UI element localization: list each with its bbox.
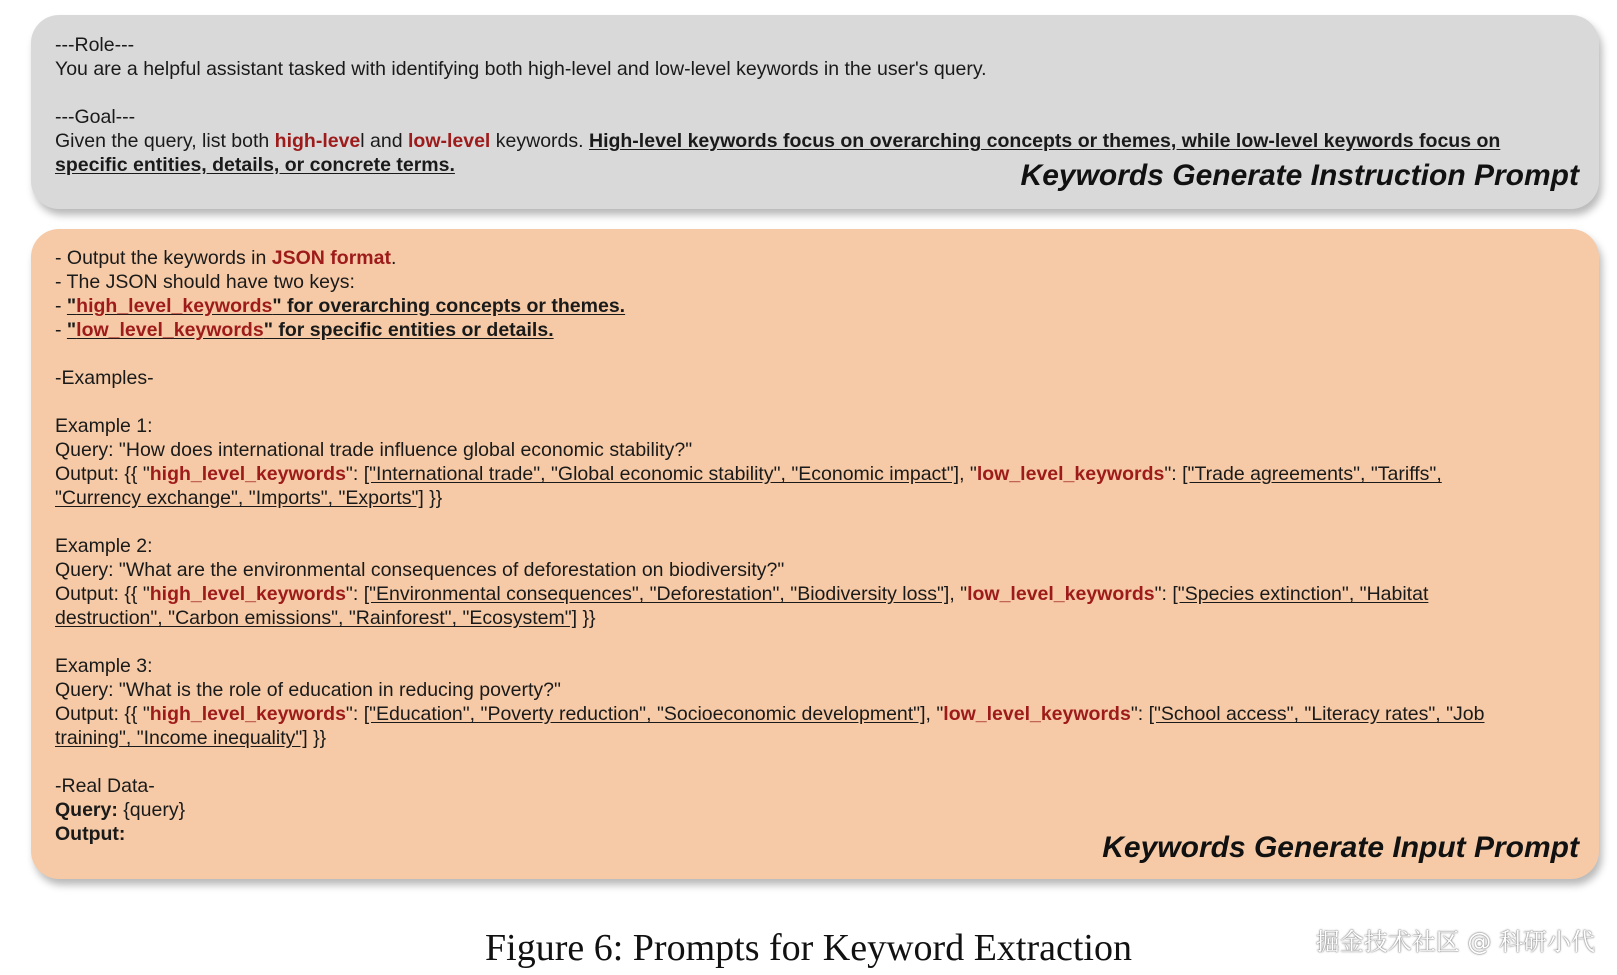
rule-1 xyxy=(55,246,1575,270)
low-level-list-part-2: "Currency exchange", "Imports", "Exports"] xyxy=(55,487,424,509)
example-query: Query: "How does international trade influence global economic stability?" xyxy=(55,439,693,461)
key-joiner: , " xyxy=(949,583,968,605)
key-separator: ": xyxy=(345,583,364,605)
high-level-key: high_level_keywords xyxy=(149,463,346,485)
rule-4-quote: " xyxy=(66,319,77,341)
rule-3-quote: " xyxy=(66,295,77,317)
rule-3-bold xyxy=(67,295,625,317)
output-close: }} xyxy=(423,487,443,509)
rule-2: - The JSON should have two keys: xyxy=(55,271,355,293)
key-joiner: , " xyxy=(925,703,944,725)
key-separator: ": xyxy=(345,463,364,485)
high-level-key: high_level_keywords xyxy=(149,583,346,605)
output-prefix: Output: {{ " xyxy=(55,583,150,605)
goal-line-1 xyxy=(55,129,1575,153)
rule-4-prefix: - xyxy=(55,319,67,341)
role-text: You are a helpful assistant tasked with identifying both high-level and low-level keywords in the user's query. xyxy=(55,58,987,80)
input-prompt-title: Keywords Generate Input Prompt xyxy=(1102,831,1579,864)
high-level-key: high_level_keywords xyxy=(149,703,346,725)
key-separator: ": xyxy=(1130,703,1149,725)
low-level-list-part-2: training", "Income inequality"] xyxy=(55,727,308,749)
watermark: 掘金技术社区 @ 科研小代 xyxy=(1315,928,1595,956)
example-output-line-2 xyxy=(55,486,1575,510)
goal-bold-line-1: High-level keywords focus on overarching concepts or themes, while low-level keywords focus on xyxy=(588,130,1501,152)
low-level-key: low_level_keywords xyxy=(976,463,1165,485)
rule-4-rest: " for specific entities or details. xyxy=(263,319,554,341)
goal-header: ---Goal--- xyxy=(55,106,136,128)
rule-3-prefix: - xyxy=(55,295,67,317)
goal-prefix: Given the query, list both xyxy=(55,130,275,152)
role-header: ---Role--- xyxy=(55,34,135,56)
output-close: }} xyxy=(577,607,596,629)
key-separator: ": xyxy=(1164,463,1183,485)
goal-mid-2: keywords. xyxy=(490,130,589,152)
example-query: Query: "What are the environmental consequences of deforestation on biodiversity?" xyxy=(55,559,785,581)
example-output-line-1 xyxy=(55,582,1575,606)
example-query: Query: "What is the role of education in reducing poverty?" xyxy=(55,679,561,701)
real-data-header: -Real Data- xyxy=(55,775,155,797)
low-level-list-part-2: destruction", "Carbon emissions", "Rainforest", "Ecosystem"] xyxy=(55,607,578,629)
goal-bold-line-2: specific entities, details, or concrete terms. xyxy=(55,154,455,176)
rule-1-json-format: JSON format xyxy=(271,247,391,269)
rule-4-bold xyxy=(67,319,554,341)
goal-mid-1: l and xyxy=(360,130,408,152)
key-joiner: , " xyxy=(959,463,977,485)
rule-4 xyxy=(55,318,1575,342)
output-prefix: Output: {{ " xyxy=(55,463,150,485)
real-query-line xyxy=(55,798,1575,822)
key-separator: ": xyxy=(1154,583,1173,605)
low-level-key: low_level_keywords xyxy=(943,703,1131,725)
rule-3 xyxy=(55,294,1575,318)
low-level-list-part-1: ["Species extinction", "Habitat xyxy=(1172,583,1429,605)
example-output-line-2 xyxy=(55,606,1575,630)
high-level-list: ["International trade", "Global economic stability", "Economic impact"] xyxy=(363,463,960,485)
instruction-prompt-box xyxy=(31,15,1599,209)
rule-3-key: high_level_keywords xyxy=(76,295,273,317)
key-separator: ": xyxy=(345,703,364,725)
goal-high-level: high-leve xyxy=(274,130,361,152)
input-prompt-text xyxy=(55,246,1575,846)
instruction-prompt-title: Keywords Generate Instruction Prompt xyxy=(1020,159,1579,192)
figure-caption: Figure 6: Prompts for Keyword Extraction xyxy=(485,927,1132,969)
query-placeholder: {query} xyxy=(117,799,186,821)
output-label: Output: xyxy=(55,823,126,845)
example-output-line-1 xyxy=(55,462,1575,486)
low-level-list-part-1: ["Trade agreements", "Tariffs", xyxy=(1182,463,1442,485)
rule-1-suffix: . xyxy=(390,247,397,269)
examples-header: -Examples- xyxy=(55,367,154,389)
example-label: Example 1: xyxy=(55,415,153,437)
rule-3-rest: " for overarching concepts or themes. xyxy=(272,295,626,317)
output-close: }} xyxy=(307,727,327,749)
output-prefix: Output: {{ " xyxy=(55,703,150,725)
example-label: Example 3: xyxy=(55,655,153,677)
rule-1-prefix: - Output the keywords in xyxy=(55,247,272,269)
low-level-key: low_level_keywords xyxy=(967,583,1155,605)
high-level-list: ["Environmental consequences", "Deforestation", "Biodiversity loss"] xyxy=(363,583,950,605)
example-label: Example 2: xyxy=(55,535,153,557)
query-label: Query: xyxy=(55,799,118,821)
rule-4-key: low_level_keywords xyxy=(76,319,264,341)
example-output-line-2 xyxy=(55,726,1575,750)
low-level-list-part-1: ["School access", "Literacy rates", "Job xyxy=(1148,703,1485,725)
input-prompt-box xyxy=(31,229,1599,879)
example-output-line-1 xyxy=(55,702,1575,726)
high-level-list: ["Education", "Poverty reduction", "Socioeconomic development"] xyxy=(363,703,926,725)
goal-low-level: low-level xyxy=(407,130,491,152)
instruction-prompt-text xyxy=(55,33,1575,177)
